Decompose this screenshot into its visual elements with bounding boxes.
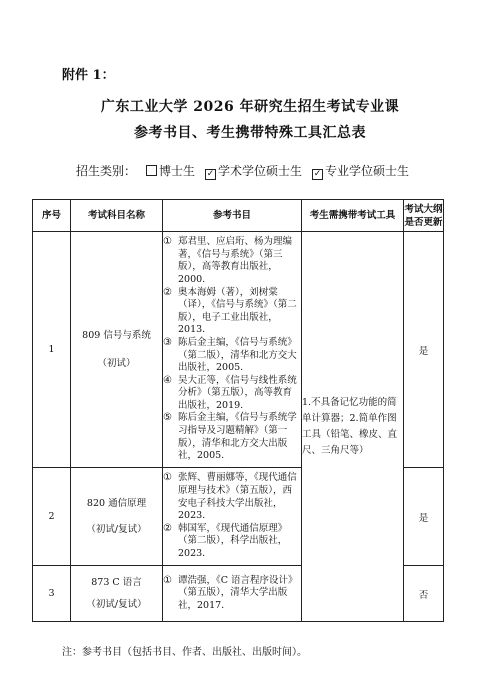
subject-name: 820 通信原理 — [86, 497, 147, 509]
row-number: 1 — [33, 232, 71, 468]
subject-name: 809 信号与系统 — [82, 329, 151, 341]
category-academic-master-label: 学术学位硕士生 — [218, 164, 303, 178]
row-number: 2 — [33, 468, 71, 566]
book-number: ① — [163, 472, 172, 484]
exam-type: （初试/复试） — [86, 598, 147, 610]
book-number: ① — [163, 236, 172, 248]
book-number: ② — [163, 522, 172, 534]
outline-updated: 是 — [404, 468, 444, 566]
book-item — [163, 412, 301, 462]
book-item — [163, 575, 301, 613]
row-number: 3 — [33, 566, 71, 622]
subject-cell — [71, 232, 163, 468]
book-text: 郑君里、应启珩、杨为理编著，《信号与系统》（第三版），高等教育出版社，2000. — [178, 236, 293, 285]
book-item — [163, 523, 301, 561]
book-text: 韩国军，《现代通信原理》（第二版），科学出版社，2023. — [178, 522, 288, 559]
exam-type: （初试/复试） — [86, 523, 147, 535]
book-item — [163, 236, 301, 286]
header-outline-updated: 考试大纲是否更新 — [404, 200, 444, 232]
book-number: ⑤ — [163, 412, 172, 424]
document-title-line1: 广东工业大学 2026 年研究生招生考试专业课 — [100, 99, 400, 115]
header-subject: 考试科目名称 — [71, 200, 163, 232]
reference-books-table — [32, 199, 444, 622]
category-label: 招生类别： — [76, 164, 137, 178]
book-item — [163, 287, 301, 337]
book-number: ③ — [163, 336, 172, 348]
category-doctoral-label: 博士生 — [159, 164, 196, 178]
table-row — [33, 232, 444, 468]
checkbox-icon — [146, 165, 157, 176]
enrollment-category-row — [76, 162, 409, 179]
header-books: 参考书目 — [163, 200, 302, 232]
header-tools: 考生需携带考试工具 — [302, 200, 404, 232]
exam-type: （初试） — [97, 357, 136, 369]
category-professional-master — [312, 162, 409, 179]
category-doctoral — [146, 162, 195, 179]
book-item — [163, 375, 301, 413]
book-item — [163, 472, 301, 522]
book-number: ① — [163, 574, 172, 586]
book-text: 张辉、曹丽娜等，《现代通信原理与技术》（第五版），西安电子科技大学出版社，2023. — [178, 472, 297, 522]
header-no: 序号 — [33, 200, 71, 232]
table-header-row — [33, 200, 444, 232]
outline-updated: 否 — [404, 566, 444, 622]
book-text: 奥本海姆（著），刘树棠（译），《信号与系统》（第二版），电子工业出版社，2013. — [178, 286, 297, 336]
document-title-line2: 参考书目、考生携带特殊工具汇总表 — [134, 125, 366, 141]
book-number: ④ — [163, 374, 172, 386]
checkbox-checked-icon: ✓ — [206, 169, 215, 179]
outline-updated: 是 — [404, 232, 444, 468]
category-academic-master — [205, 162, 302, 179]
subject-cell — [71, 468, 163, 566]
subject-cell — [71, 566, 163, 622]
book-text: 陈后金主编，《信号与系统》（第二版），清华和北方交大出版社，2005. — [178, 336, 297, 374]
checkbox-checked-icon: ✓ — [313, 169, 322, 179]
books-cell — [163, 232, 302, 468]
book-item — [163, 337, 301, 375]
attachment-label: 附件 1： — [62, 68, 115, 83]
book-text: 吴大正等，《信号与线性系统分析》（第五版），高等教育出版社，2019. — [178, 374, 297, 411]
book-text: 陈后金主编，《信号与系统学习指导及习题精解》（第一版），清华和北方交大出版社，2005. — [178, 412, 297, 462]
books-cell — [163, 566, 302, 622]
book-text: 谭浩强，《C 语言程序设计》（第五版），清华大学出版社，2017. — [178, 574, 298, 611]
footnote: 注：参考书目（包括书目、作者、出版社、出版时间）。 — [62, 647, 307, 658]
category-professional-master-label: 专业学位硕士生 — [325, 164, 410, 178]
tools-cell: 1.不具备记忆功能的简单计算器；2.简单作图工具（铅笔、橡皮、直尺、三角尺等） — [302, 232, 404, 622]
book-number: ② — [163, 286, 172, 298]
subject-name: 873 C 语言 — [91, 576, 142, 588]
books-cell — [163, 468, 302, 566]
